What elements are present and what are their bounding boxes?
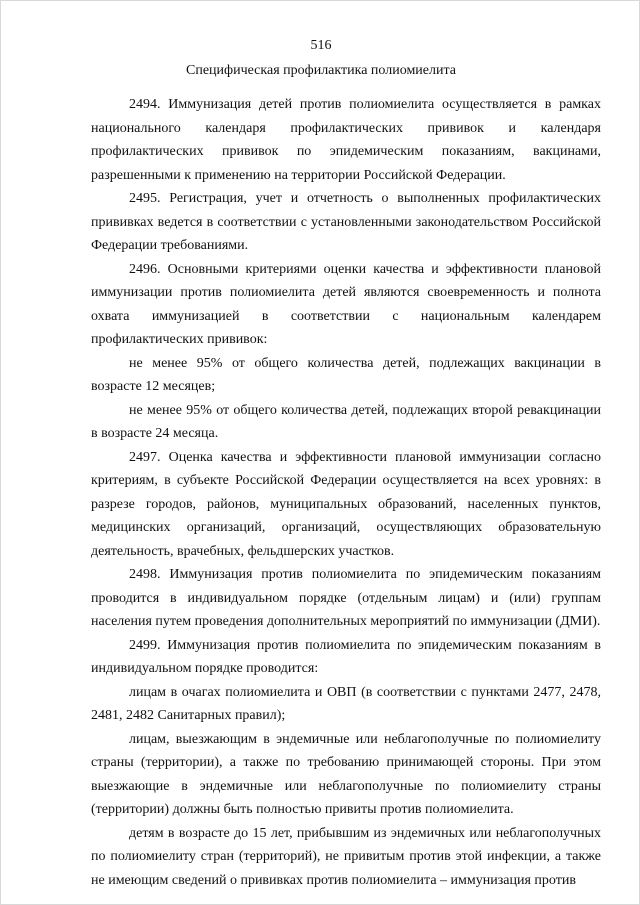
paragraph-2495: 2495. Регистрация, учет и отчетность о выполненных профилактических прививках ведется в соответствии с установленными законодательством Российской Федерации требованиями. [91, 191, 601, 253]
paragraph-2498: 2498. Иммунизация против полиомиелита по эпидемическим показаниям проводится в индивидуальном порядке (отдельным лицам) и (или) группам населения путем проведения дополнительных мероприятий по иммунизации (ДМИ). [91, 567, 601, 629]
page-number: 516 [310, 38, 332, 53]
paragraph-2499-item-2: лицам, выезжающим в эндемичные или неблагополучные по полиомиелиту страны (территории), а также по требованию принимающей стороны. При этом выезжающие в эндемичные или неблагополучные по полиомиелиту страны (территории) должны быть полностью привиты против полиомиелита. [91, 731, 601, 817]
paragraph-2496-item-2: не менее 95% от общего количества детей, подлежащих второй ревакцинации в возрасте 24 месяца. [91, 402, 601, 441]
paragraph-2499-item-3: детям в возрасте до 15 лет, прибывшим из эндемичных или неблагополучных по полиомиелиту стран (территорий), не привитым против этой инфекции, а также не имеющим сведений о прививках против полиомиелита – иммунизация против [91, 825, 601, 888]
paragraph-2497: 2497. Оценка качества и эффективности плановой иммунизации согласно критериям, в субъекте Российской Федерации осуществляется на всех уровнях: в разрезе городов, районов, муниципальных образований, населенных пунктов, медицинских организаций, организаций, осуществляющих образовательную деятельность, врачебных, фельдшерских участков. [91, 449, 601, 559]
section-title: Специфическая профилактика полиомиелита [185, 63, 456, 78]
paragraph-2496-item-1: не менее 95% от общего количества детей, подлежащих вакцинации в возрасте 12 месяцев; [91, 355, 601, 394]
paragraph-2499: 2499. Иммунизация против полиомиелита по эпидемическим показаниям в индивидуальном порядке проводится: [91, 637, 601, 676]
paragraph-2496: 2496. Основными критериями оценки качества и эффективности плановой иммунизации против полиомиелита детей являются своевременность и полнота охвата иммунизацией в соответствии с национальным календарем профилактических прививок: [91, 261, 601, 347]
paragraph-2499-item-1: лицам в очагах полиомиелита и ОВП (в соответствии с пунктами 2477, 2478, 2481, 2482 Санитарных правил); [91, 684, 601, 723]
paragraph-2494: 2494. Иммунизация детей против полиомиелита осуществляется в рамках национального календаря профилактических прививок и календаря профилактических прививок по эпидемическим показаниям, вакцинами, разрешенными к применению на территории Российской Федерации. [91, 97, 601, 183]
document-body [91, 93, 601, 892]
